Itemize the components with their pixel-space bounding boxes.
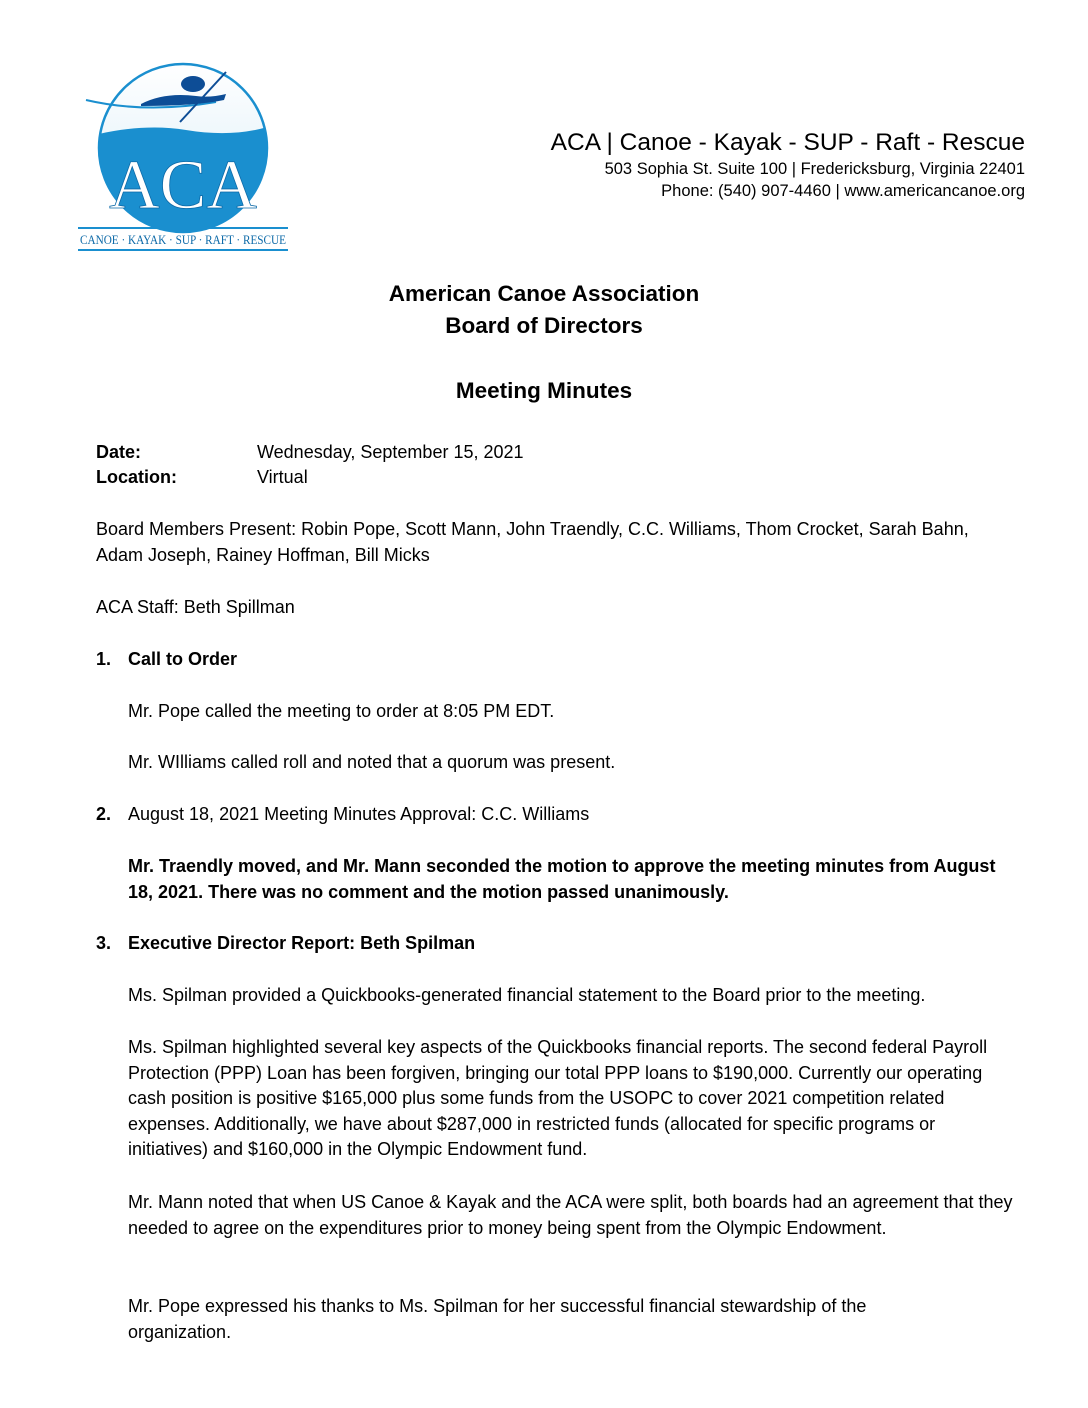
location-value: Virtual	[257, 467, 308, 487]
item-number: 2.	[96, 804, 112, 824]
aca-staff: ACA Staff: Beth Spillman	[96, 597, 295, 617]
meeting-meta	[96, 440, 524, 490]
letterhead-address: 503 Sophia St. Suite 100 | Fredericksburg, Virginia 22401	[604, 160, 1025, 178]
paddler-head	[181, 76, 205, 92]
logo-letters: ACA	[109, 147, 257, 224]
item-1-paragraph-2: Mr. WIlliams called roll and noted that a quorum was present.	[128, 752, 616, 772]
item-3-paragraph-4: Mr. Pope expressed his thanks to Ms. Spilman for her successful financial stewardship of the organization.	[128, 1296, 867, 1342]
item-3-paragraph-1: Ms. Spilman provided a Quickbooks-generated financial statement to the Board prior to the meeting.	[128, 985, 926, 1005]
item-number: 3.	[96, 933, 112, 953]
date-row	[96, 440, 524, 465]
document-subtitle: Meeting Minutes	[455, 378, 633, 403]
aca-logo-graphic	[76, 62, 291, 254]
date-value: Wednesday, September 15, 2021	[257, 442, 524, 462]
aca-logo	[76, 62, 291, 254]
item-3-paragraph-3: Mr. Mann noted that when US Canoe & Kayak and the ACA were split, both boards had an agreement that they needed to agree on the expenditures prior to money being spent from the Olympic Endowment.	[128, 1192, 1013, 1238]
org-name: American Canoe Association	[388, 281, 700, 306]
item-3-paragraph-2: Ms. Spilman highlighted several key aspects of the Quickbooks financial reports. The second federal Payroll Protection (PPP) Loan has been forgiven, bringing our total PPP loans to $190,000. Currently our operating cash position is positive $165,000 plus some funds from the USOPC to cover 2021 competition related expenses. Additionally, we have about $287,000 in restricted funds (allocated for specific programs or initiatives) and $160,000 in the Olympic Endowment fund.	[128, 1037, 988, 1159]
logo-tagline: CANOE · KAYAK · SUP · RAFT · RESCUE	[80, 233, 287, 247]
agenda-item-3	[96, 931, 475, 956]
board-members-present: Board Members Present: Robin Pope, Scott Mann, John Traendly, C.C. Williams, Thom Crocket, Sarah Bahn, Adam Joseph, Rainey Hoffman, Bill Micks	[96, 519, 969, 565]
item-heading: Executive Director Report: Beth Spilman	[128, 933, 476, 953]
location-row	[96, 465, 524, 490]
item-1-paragraph-1: Mr. Pope called the meeting to order at 8:05 PM EDT.	[128, 701, 555, 721]
letterhead-contact: Phone: (540) 907-4460 | www.americancanoe.org	[661, 182, 1025, 200]
letterhead-title: ACA | Canoe - Kayak - SUP - Raft - Rescue	[550, 129, 1025, 156]
document-title	[0, 278, 1088, 342]
item-2-motion: Mr. Traendly moved, and Mr. Mann seconded the motion to approve the meeting minutes from August 18, 2021. There was no comment and the motion passed unanimously.	[128, 856, 996, 902]
location-label: Location:	[96, 467, 177, 487]
item-number: 1.	[96, 649, 112, 669]
letterhead	[551, 128, 1025, 202]
item-heading: Call to Order	[128, 649, 238, 669]
agenda-item-2	[96, 802, 589, 827]
date-label: Date:	[96, 442, 142, 462]
board-name: Board of Directors	[445, 313, 643, 338]
agenda-item-1	[96, 647, 237, 672]
item-heading: August 18, 2021 Meeting Minutes Approval: C.C. Williams	[128, 804, 590, 824]
